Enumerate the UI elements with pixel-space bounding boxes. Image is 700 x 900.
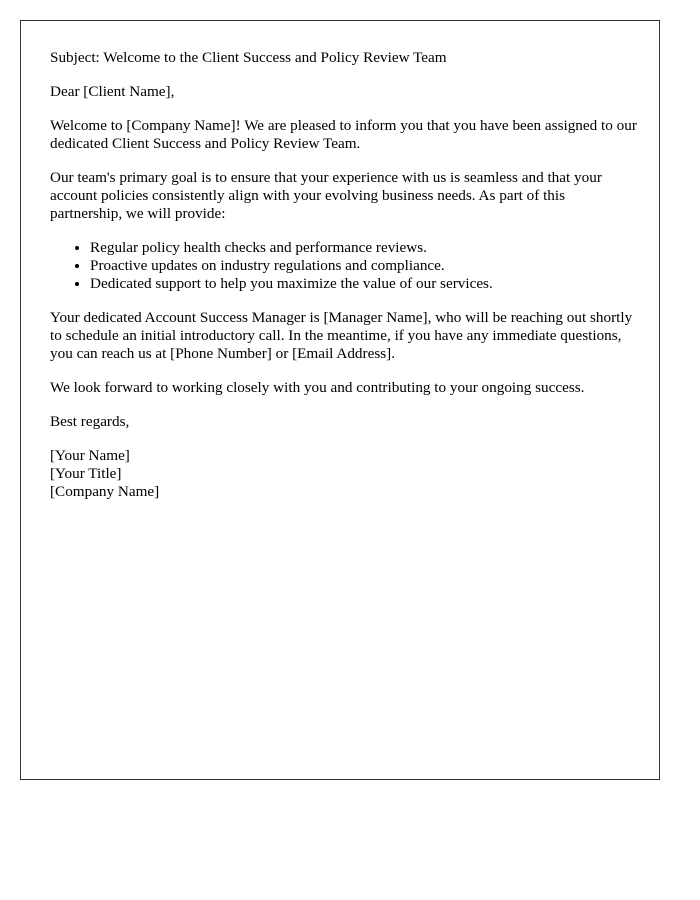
signature-name: [Your Name] [50, 447, 130, 464]
signature-title: [Your Title] [50, 465, 122, 482]
signature-company: [Company Name] [50, 483, 160, 500]
letter-frame [20, 20, 660, 780]
letter-intro-paragraph: Welcome to [Company Name]! We are pleased to inform you that you have been assigned to our dedicated Client Success and Policy Review Team. [50, 117, 637, 152]
benefit-item: • Proactive updates on industry regulations and compliance. [90, 257, 640, 275]
letter-body [50, 49, 640, 501]
letter-salutation: Dear [Client Name], [50, 83, 175, 100]
benefit-item: • Dedicated support to help you maximize the value of our services. [90, 275, 640, 293]
letter-closing-paragraph: We look forward to working closely with you and contributing to your ongoing success. [50, 379, 585, 396]
benefits-list [50, 239, 640, 293]
signature-block [50, 447, 640, 501]
letter-subject: Subject: Welcome to the Client Success and Policy Review Team [50, 49, 447, 66]
letter-goal-paragraph: Our team's primary goal is to ensure that your experience with us is seamless and that your account policies consistently align with your evolving business needs. As part of this partnership, we will provide: [50, 169, 602, 222]
letter-sign-off: Best regards, [50, 413, 130, 430]
letter-manager-paragraph: Your dedicated Account Success Manager is [Manager Name], who will be reaching out shortly to schedule an initial introductory call. In the meantime, if you have any immediate questions, you can reach us at [Phone Number] or [Email Address]. [50, 309, 633, 362]
benefit-item: • Regular policy health checks and performance reviews. [90, 239, 640, 257]
